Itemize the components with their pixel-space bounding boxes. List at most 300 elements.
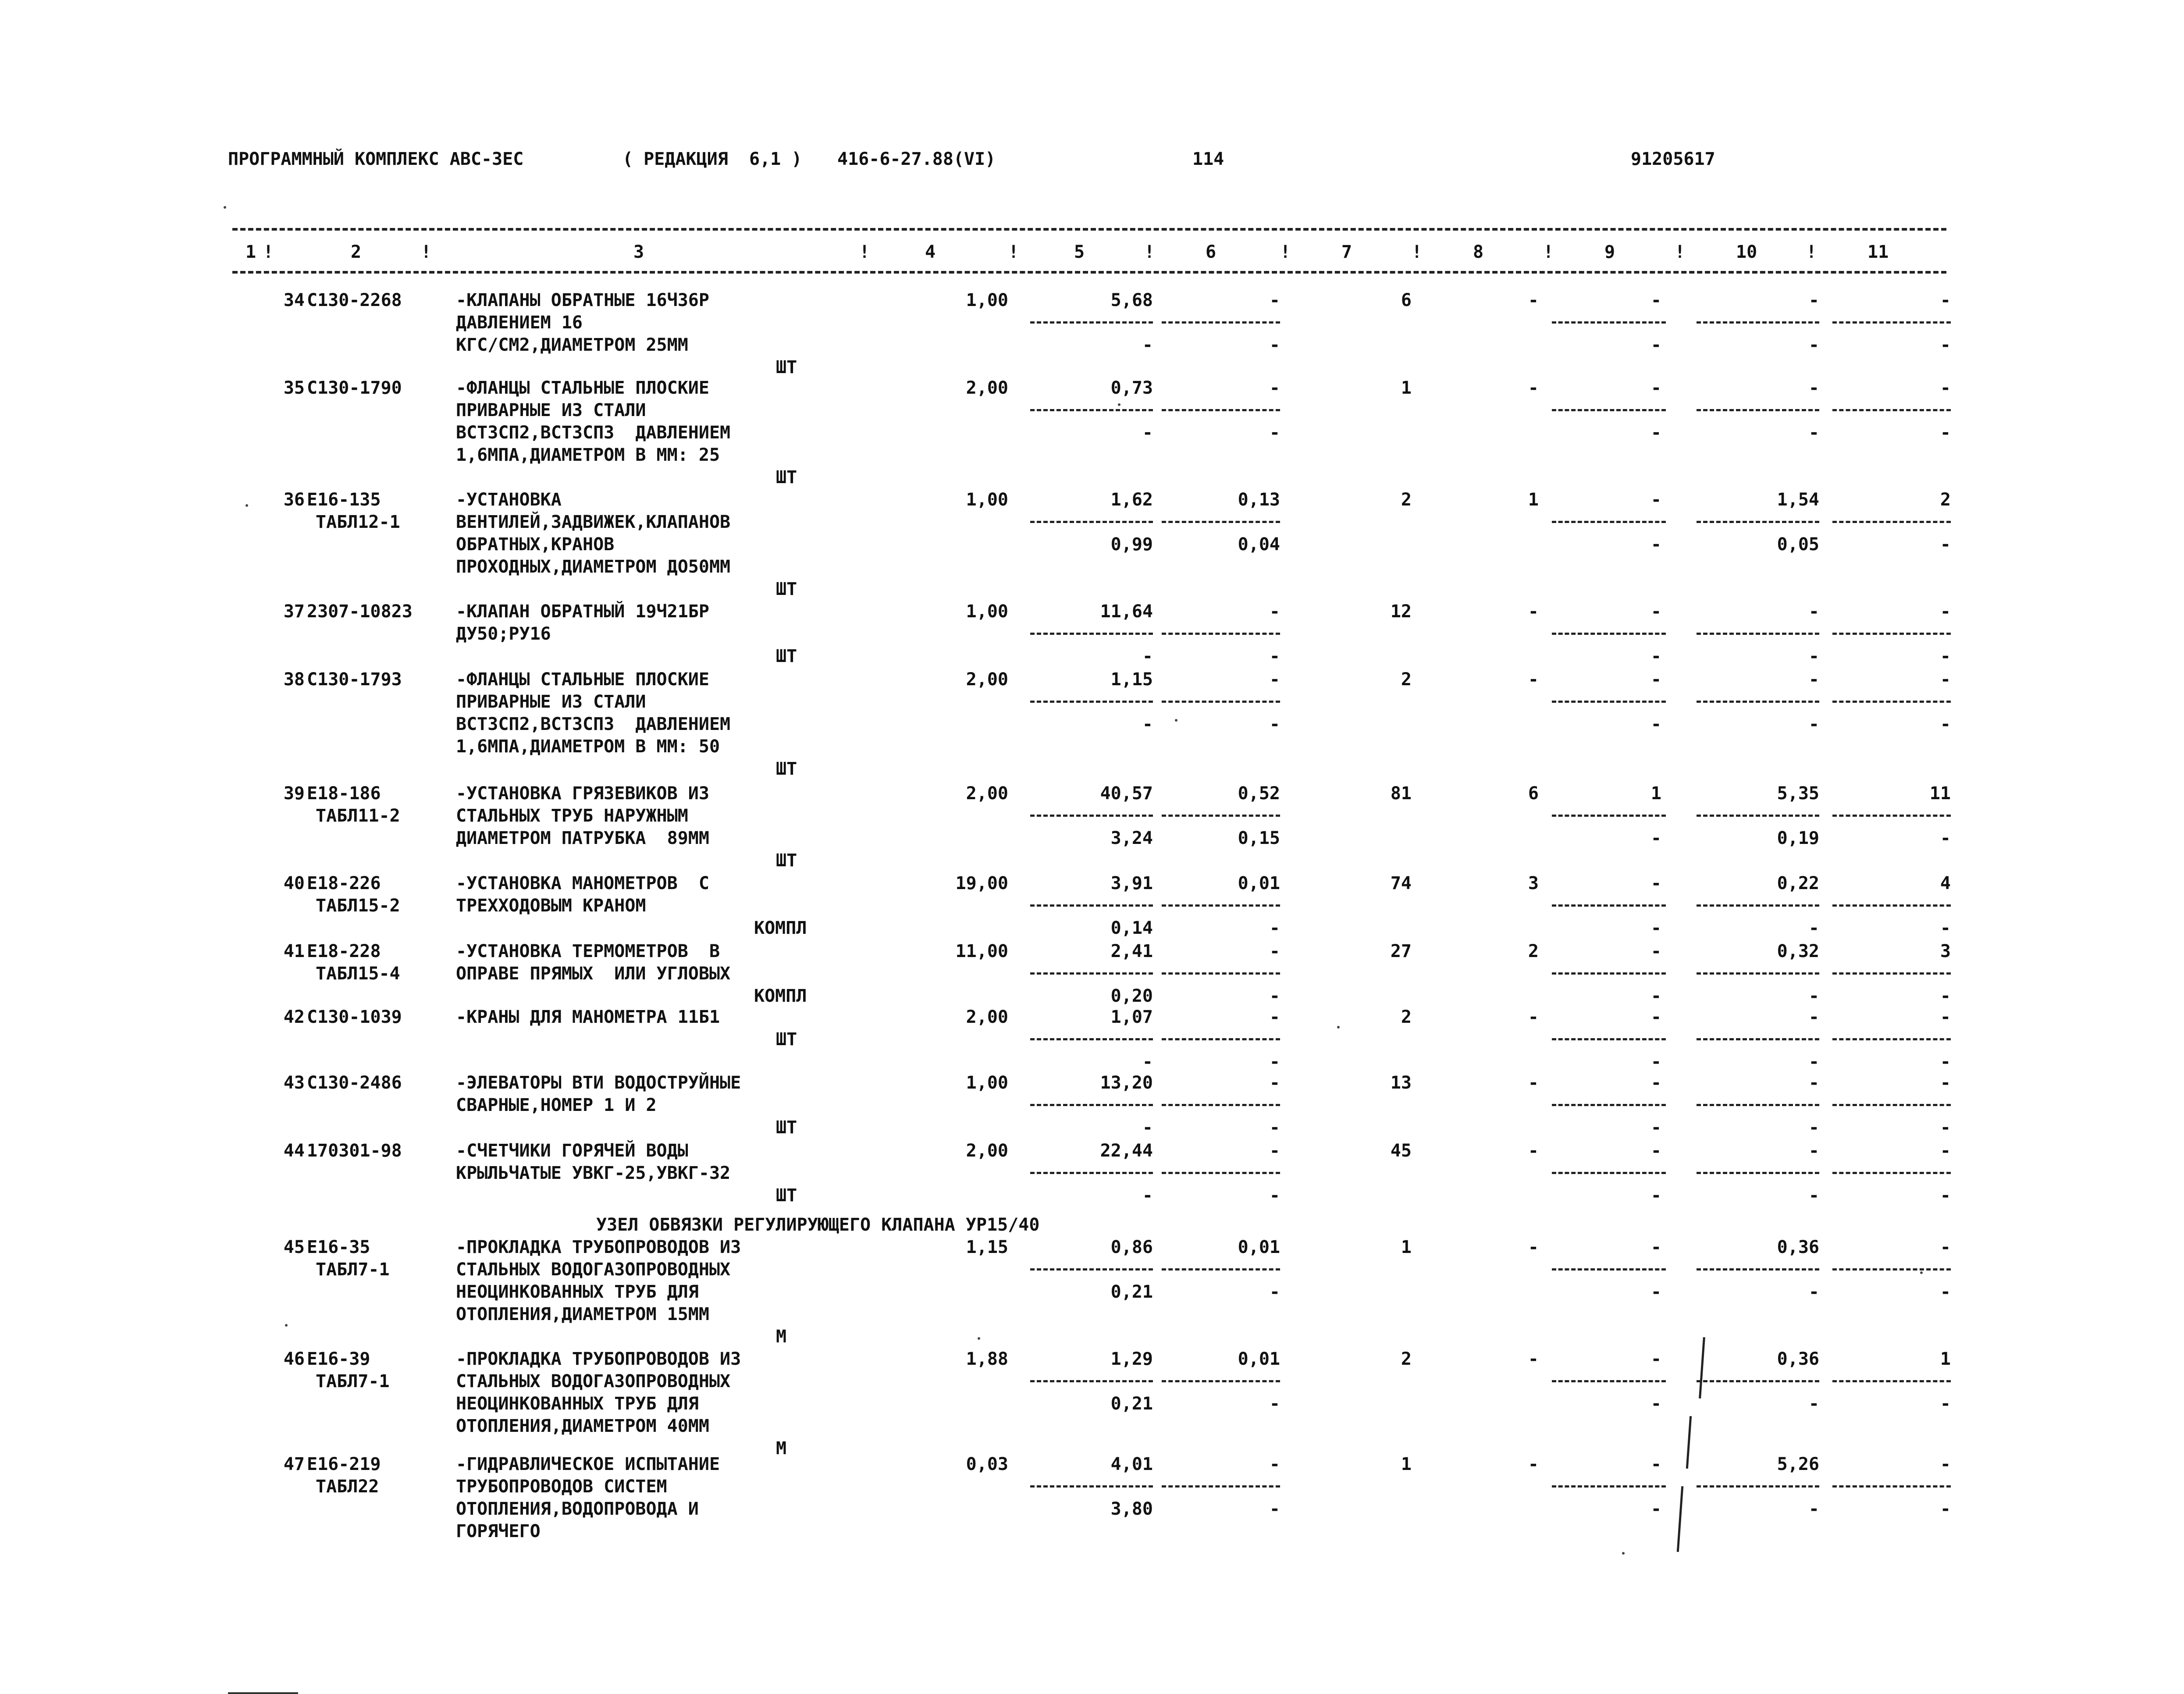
col9-value: -	[1650, 378, 1661, 398]
program-name: ПРОГРАММНЫЙ КОМПЛЕКС АВС-ЗЕС	[228, 149, 524, 169]
subtotal-rule	[1697, 409, 1819, 411]
col7-value: 12	[1390, 601, 1412, 622]
work-description: -ПРОКЛАДКА ТРУБОПРОВОДОВ ИЗ	[456, 1349, 741, 1369]
col11-value: 1	[1940, 1349, 1951, 1369]
subtotal-rule	[1030, 1380, 1153, 1382]
col8-value: -	[1528, 1141, 1539, 1161]
subtotal-rule	[1162, 815, 1280, 817]
unit-of-measure: ШТ	[776, 579, 797, 599]
col6-subvalue: -	[1269, 1282, 1280, 1302]
col11-value: 2	[1940, 490, 1951, 510]
col11-value: -	[1940, 1237, 1951, 1257]
column-number-row: 1 ! 2 ! 3 ! 4 ! 5 ! 6 ! 7 ! 8 ! 9 ! 10 ! 11	[0, 241, 2184, 267]
col11-value: -	[1940, 378, 1951, 398]
norm-code: ТАБЛ15-4	[316, 964, 400, 984]
col9-value: -	[1650, 1454, 1661, 1474]
subtotal-rule	[1697, 815, 1819, 817]
work-description: -УСТАНОВКА	[456, 490, 562, 510]
col6-subvalue: -	[1269, 646, 1280, 666]
subtotal-rule	[1697, 1380, 1819, 1382]
col10-value: 1,54	[1777, 490, 1819, 510]
subtotal-rule	[1832, 1104, 1951, 1106]
col10-value: -	[1808, 1007, 1819, 1027]
document-number: 91205617	[1631, 149, 1715, 169]
col10-subvalue: -	[1808, 918, 1819, 938]
edge-mark	[228, 1692, 298, 1694]
col6-subvalue: -	[1269, 986, 1280, 1006]
subtotal-rule	[1832, 904, 1951, 907]
col7-value: 2	[1401, 490, 1412, 510]
section-heading: УЗЕЛ ОБВЯЗКИ РЕГУЛИРУЮЩЕГО КЛАПАНА УР15/40	[596, 1215, 1040, 1235]
work-description: ВСТ3СП2,ВСТ3СП3 ДАВЛЕНИЕМ	[456, 423, 731, 443]
subtotal-rule	[1162, 904, 1280, 907]
col5-value: 1,62	[1110, 490, 1153, 510]
table-top-rule	[232, 228, 1946, 231]
column-number: 7	[1341, 242, 1352, 262]
col10-subvalue: -	[1808, 1052, 1819, 1072]
col11-value: -	[1940, 290, 1951, 310]
col10-value: -	[1808, 1073, 1819, 1093]
row-number: 37	[283, 601, 305, 622]
column-number: 5	[1074, 242, 1085, 262]
work-description: ТРЕХХОДОВЫМ КРАНОМ	[456, 896, 646, 916]
row-number: 43	[283, 1073, 305, 1093]
col11-subvalue: -	[1940, 1117, 1951, 1138]
norm-code: С130-1039	[307, 1007, 402, 1027]
col7-value: 2	[1401, 669, 1412, 690]
col11-value: -	[1940, 1141, 1951, 1161]
work-description: ДАВЛЕНИЕМ 16	[456, 313, 583, 333]
row-number: 41	[283, 941, 305, 961]
col11-subvalue: -	[1940, 986, 1951, 1006]
col5-value: 1,15	[1110, 669, 1153, 690]
col11-subvalue: -	[1940, 1052, 1951, 1072]
col11-subvalue: -	[1940, 918, 1951, 938]
column-number: 10	[1736, 242, 1757, 262]
col10-subvalue: -	[1808, 986, 1819, 1006]
col5-value: 2,41	[1110, 941, 1153, 961]
subtotal-rule	[1832, 321, 1951, 324]
col10-value: 0,36	[1777, 1237, 1819, 1257]
work-description: ДУ50;РУ16	[456, 624, 551, 644]
col8-value: -	[1528, 1073, 1539, 1093]
col11-subvalue: -	[1940, 1394, 1951, 1414]
subtotal-rule	[1030, 1038, 1153, 1040]
work-description: ГОРЯЧЕГО	[456, 1521, 541, 1541]
subtotal-rule	[1552, 701, 1666, 703]
work-description: ОТОПЛЕНИЯ,ДИАМЕТРОМ 40ММ	[456, 1416, 709, 1436]
subtotal-rule	[1552, 1172, 1666, 1174]
work-description: КРЫЛЬЧАТЫЕ УВКГ-25,УВКГ-32	[456, 1163, 731, 1183]
col6-value: 0,52	[1238, 783, 1280, 804]
col11-value: 4	[1940, 873, 1951, 893]
subtotal-rule	[1552, 1485, 1666, 1488]
scan-speck	[978, 1337, 980, 1340]
column-number: 3	[633, 242, 644, 262]
col9-value: -	[1650, 941, 1661, 961]
work-description: КГС/СМ2,ДИАМЕТРОМ 25ММ	[456, 335, 688, 355]
quantity: 1,15	[966, 1237, 1008, 1257]
col5-value: 4,01	[1110, 1454, 1153, 1474]
page-header	[228, 148, 1981, 174]
col5-subvalue: -	[1142, 714, 1153, 734]
col6-value: -	[1269, 290, 1280, 310]
norm-code: С130-2268	[307, 290, 402, 310]
col8-value: -	[1528, 669, 1539, 690]
subtotal-rule	[1697, 1172, 1819, 1174]
norm-code: С130-1793	[307, 669, 402, 690]
quantity: 2,00	[966, 783, 1008, 804]
col7-value: 2	[1401, 1349, 1412, 1369]
quantity: 1,00	[966, 1073, 1008, 1093]
unit-of-measure: М	[776, 1438, 787, 1459]
row-number: 46	[283, 1349, 305, 1369]
row-number: 34	[283, 290, 305, 310]
col5-subvalue: -	[1142, 646, 1153, 666]
row-number: 36	[283, 490, 305, 510]
col5-value: 40,57	[1100, 783, 1153, 804]
work-description: НЕОЦИНКОВАННЫХ ТРУБ ДЛЯ	[456, 1282, 699, 1302]
col7-value: 81	[1390, 783, 1412, 804]
norm-code: Е16-135	[307, 490, 381, 510]
subtotal-rule	[1162, 1380, 1280, 1382]
col8-value: -	[1528, 290, 1539, 310]
col10-value: -	[1808, 669, 1819, 690]
work-description: ВСТ3СП2,ВСТ3СП3 ДАВЛЕНИЕМ	[456, 714, 731, 734]
col9-value: -	[1650, 1073, 1661, 1093]
col9-subvalue: -	[1650, 646, 1661, 666]
col7-value: 13	[1390, 1073, 1412, 1093]
col9-subvalue: -	[1650, 1117, 1661, 1138]
col11-value: 3	[1940, 941, 1951, 961]
col9-subvalue: -	[1650, 1499, 1661, 1519]
col10-value: -	[1808, 378, 1819, 398]
column-number: 11	[1867, 242, 1889, 262]
scan-speck	[224, 206, 226, 209]
subtotal-rule	[1832, 1172, 1951, 1174]
col9-value: -	[1650, 873, 1661, 893]
row-number: 44	[283, 1141, 305, 1161]
work-description: ТРУБОПРОВОДОВ СИСТЕМ	[456, 1477, 667, 1497]
norm-code: ТАБЛ7-1	[316, 1371, 390, 1392]
quantity: 2,00	[966, 669, 1008, 690]
col11-subvalue: -	[1940, 1499, 1951, 1519]
subtotal-rule	[1030, 409, 1153, 411]
col9-subvalue: -	[1650, 1282, 1661, 1302]
unit-of-measure: ШТ	[776, 759, 797, 779]
work-description: -ФЛАНЦЫ СТАЛЬНЫЕ ПЛОСКИЕ	[456, 378, 709, 398]
subtotal-rule	[1552, 1038, 1666, 1040]
col8-value: -	[1528, 1454, 1539, 1474]
col10-subvalue: -	[1808, 1185, 1819, 1206]
col6-value: -	[1269, 1007, 1280, 1027]
unit-of-measure: ШТ	[776, 1117, 797, 1138]
subtotal-rule	[1832, 521, 1951, 523]
row-number: 40	[283, 873, 305, 893]
col5-subvalue: -	[1142, 1117, 1153, 1138]
col5-value: 3,91	[1110, 873, 1153, 893]
norm-code: ТАБЛ12-1	[316, 512, 400, 532]
subtotal-rule	[1832, 1380, 1951, 1382]
col7-value: 1	[1401, 1454, 1412, 1474]
col11-value: -	[1940, 1073, 1951, 1093]
col9-value: -	[1650, 1237, 1661, 1257]
subtotal-rule	[1162, 633, 1280, 635]
col10-subvalue: -	[1808, 714, 1819, 734]
quantity: 1,88	[966, 1349, 1008, 1369]
col5-subvalue: -	[1142, 335, 1153, 355]
col11-value: 11	[1929, 783, 1951, 804]
unit-of-measure: ШТ	[776, 1029, 797, 1050]
col8-value: -	[1528, 1007, 1539, 1027]
col5-value: 0,73	[1110, 378, 1153, 398]
col7-value: 45	[1390, 1141, 1412, 1161]
work-description: -УСТАНОВКА ТЕРМОМЕТРОВ В	[456, 941, 720, 961]
work-description: -КЛАПАН ОБРАТНЫЙ 19Ч21БР	[456, 601, 709, 622]
col6-subvalue: -	[1269, 1185, 1280, 1206]
work-description: ПРОХОДНЫХ,ДИАМЕТРОМ ДО50ММ	[456, 557, 731, 577]
col6-value: -	[1269, 1454, 1280, 1474]
col5-value: 13,20	[1100, 1073, 1153, 1093]
col7-value: 6	[1401, 290, 1412, 310]
subtotal-rule	[1697, 904, 1819, 907]
col10-value: 0,22	[1777, 873, 1819, 893]
work-description: ДИАМЕТРОМ ПАТРУБКА 89ММ	[456, 828, 709, 848]
norm-code: С130-1790	[307, 378, 402, 398]
subtotal-rule	[1697, 1485, 1819, 1488]
col9-subvalue: -	[1650, 986, 1661, 1006]
col5-subvalue: -	[1142, 1052, 1153, 1072]
scan-speck	[1920, 1271, 1923, 1274]
col10-value: -	[1808, 290, 1819, 310]
col6-value: -	[1269, 669, 1280, 690]
scan-speck	[1337, 1026, 1340, 1028]
subtotal-rule	[1552, 1380, 1666, 1382]
scan-speck	[1118, 403, 1120, 406]
col5-subvalue: 0,21	[1110, 1282, 1153, 1302]
col10-subvalue: -	[1808, 423, 1819, 443]
col11-subvalue: -	[1940, 534, 1951, 555]
work-description: -ГИДРАВЛИЧЕСКОЕ ИСПЫТАНИЕ	[456, 1454, 720, 1474]
subtotal-rule	[1030, 321, 1153, 324]
pen-mark	[1686, 1416, 1692, 1469]
col10-value: -	[1808, 601, 1819, 622]
col6-subvalue: -	[1269, 714, 1280, 734]
col11-value: -	[1940, 1454, 1951, 1474]
col5-subvalue: -	[1142, 423, 1153, 443]
subtotal-rule	[1832, 701, 1951, 703]
work-description: ПРИВАРНЫЕ ИЗ СТАЛИ	[456, 692, 646, 712]
document-code: 416-6-27.88(VI)	[837, 149, 996, 169]
col8-value: -	[1528, 1349, 1539, 1369]
subtotal-rule	[1030, 815, 1153, 817]
work-description: ВЕНТИЛЕЙ,ЗАДВИЖЕК,КЛАПАНОВ	[456, 512, 731, 532]
col10-subvalue: -	[1808, 335, 1819, 355]
norm-code: ТАБЛ11-2	[316, 806, 400, 826]
scan-speck	[1175, 719, 1177, 722]
subtotal-rule	[1697, 1038, 1819, 1040]
norm-code: Е18-228	[307, 941, 381, 961]
subtotal-rule	[1832, 815, 1951, 817]
col6-value: -	[1269, 601, 1280, 622]
col10-subvalue: -	[1808, 1282, 1819, 1302]
col5-subvalue: 0,99	[1110, 534, 1153, 555]
col9-value: -	[1650, 1141, 1661, 1161]
work-description: -УСТАНОВКА ГРЯЗЕВИКОВ ИЗ	[456, 783, 709, 804]
col5-subvalue: 0,14	[1110, 918, 1153, 938]
col8-value: -	[1528, 1237, 1539, 1257]
subtotal-rule	[1697, 321, 1819, 324]
norm-code: Е18-226	[307, 873, 381, 893]
col6-value: 0,01	[1238, 873, 1280, 893]
col11-subvalue: -	[1940, 423, 1951, 443]
col5-subvalue: 3,80	[1110, 1499, 1153, 1519]
col7-value: 1	[1401, 1237, 1412, 1257]
work-description: СТАЛЬНЫХ ТРУБ НАРУЖНЫМ	[456, 806, 688, 826]
subtotal-rule	[1552, 633, 1666, 635]
work-description: -УСТАНОВКА МАНОМЕТРОВ С	[456, 873, 709, 893]
col6-subvalue: -	[1269, 423, 1280, 443]
subtotal-rule	[1832, 1268, 1951, 1270]
col6-subvalue: -	[1269, 918, 1280, 938]
col6-subvalue: -	[1269, 335, 1280, 355]
subtotal-rule	[1030, 521, 1153, 523]
col11-subvalue: -	[1940, 714, 1951, 734]
work-description: ОБРАТНЫХ,КРАНОВ	[456, 534, 615, 555]
quantity: 1,00	[966, 490, 1008, 510]
col7-value: 1	[1401, 378, 1412, 398]
col11-subvalue: -	[1940, 1185, 1951, 1206]
subtotal-rule	[1030, 1485, 1153, 1488]
pen-mark	[1677, 1486, 1683, 1552]
col6-value: -	[1269, 378, 1280, 398]
col6-subvalue: -	[1269, 1052, 1280, 1072]
norm-code: Е16-39	[307, 1349, 370, 1369]
col10-value: 0,36	[1777, 1349, 1819, 1369]
work-description: ОПРАВЕ ПРЯМЫХ ИЛИ УГЛОВЫХ	[456, 964, 731, 984]
col10-value: 5,26	[1777, 1454, 1819, 1474]
subtotal-rule	[1162, 1038, 1280, 1040]
norm-code: ТАБЛ15-2	[316, 896, 400, 916]
subtotal-rule	[1697, 972, 1819, 975]
col8-value: 1	[1528, 490, 1539, 510]
col9-value: -	[1650, 601, 1661, 622]
col11-subvalue: -	[1940, 1282, 1951, 1302]
row-number: 35	[283, 378, 305, 398]
pen-mark	[1699, 1337, 1705, 1399]
col10-value: 5,35	[1777, 783, 1819, 804]
col5-subvalue: 0,20	[1110, 986, 1153, 1006]
subtotal-rule	[1030, 972, 1153, 975]
subtotal-rule	[1832, 972, 1951, 975]
col8-value: 3	[1528, 873, 1539, 893]
col6-value: -	[1269, 1141, 1280, 1161]
work-description: -ПРОКЛАДКА ТРУБОПРОВОДОВ ИЗ	[456, 1237, 741, 1257]
work-description: ОТОПЛЕНИЯ,ДИАМЕТРОМ 15ММ	[456, 1304, 709, 1324]
col10-subvalue: 0,19	[1777, 828, 1819, 848]
quantity: 1,00	[966, 290, 1008, 310]
col6-subvalue: 0,04	[1238, 534, 1280, 555]
edition: ( РЕДАКЦИЯ 6,1 )	[622, 149, 802, 169]
unit-of-measure: ШТ	[776, 467, 797, 488]
row-number: 38	[283, 669, 305, 690]
subtotal-rule	[1552, 972, 1666, 975]
subtotal-rule	[1552, 1104, 1666, 1106]
col10-subvalue: 0,05	[1777, 534, 1819, 555]
page-number: 114	[1192, 149, 1224, 169]
table-header-rule	[232, 271, 1946, 274]
subtotal-rule	[1832, 633, 1951, 635]
norm-code: Е16-35	[307, 1237, 370, 1257]
col9-subvalue: -	[1650, 828, 1661, 848]
row-number: 39	[283, 783, 305, 804]
scan-speck	[245, 504, 248, 507]
col6-subvalue: -	[1269, 1117, 1280, 1138]
quantity: 0,03	[966, 1454, 1008, 1474]
quantity: 11,00	[955, 941, 1008, 961]
column-number: 4	[925, 242, 936, 262]
work-description: ПРИВАРНЫЕ ИЗ СТАЛИ	[456, 400, 646, 420]
subtotal-rule	[1832, 409, 1951, 411]
subtotal-rule	[1552, 904, 1666, 907]
col9-value: -	[1650, 669, 1661, 690]
col11-subvalue: -	[1940, 335, 1951, 355]
norm-code: 170301-98	[307, 1141, 402, 1161]
col9-value: -	[1650, 1007, 1661, 1027]
subtotal-rule	[1552, 321, 1666, 324]
col9-subvalue: -	[1650, 335, 1661, 355]
col11-value: -	[1940, 669, 1951, 690]
subtotal-rule	[1552, 409, 1666, 411]
col6-value: 0,01	[1238, 1237, 1280, 1257]
column-number: 6	[1206, 242, 1216, 262]
col8-value: -	[1528, 378, 1539, 398]
work-description: 1,6МПА,ДИАМЕТРОМ В ММ: 50	[456, 737, 720, 757]
col8-value: 6	[1528, 783, 1539, 804]
col5-subvalue: 0,21	[1110, 1394, 1153, 1414]
subtotal-rule	[1832, 1038, 1951, 1040]
col9-subvalue: -	[1650, 918, 1661, 938]
subtotal-rule	[1697, 1104, 1819, 1106]
unit-of-measure: КОМПЛ	[754, 986, 807, 1006]
subtotal-rule	[1162, 972, 1280, 975]
norm-code: ТАБЛ22	[316, 1477, 379, 1497]
subtotal-rule	[1162, 1104, 1280, 1106]
unit-of-measure: ШТ	[776, 646, 797, 666]
col9-subvalue: -	[1650, 1394, 1661, 1414]
row-number: 47	[283, 1454, 305, 1474]
unit-of-measure: КОМПЛ	[754, 918, 807, 938]
work-description: -КЛАПАНЫ ОБРАТНЫЕ 16Ч36Р	[456, 290, 709, 310]
subtotal-rule	[1030, 904, 1153, 907]
work-description: -ФЛАНЦЫ СТАЛЬНЫЕ ПЛОСКИЕ	[456, 669, 709, 690]
col9-subvalue: -	[1650, 1052, 1661, 1072]
subtotal-rule	[1030, 1172, 1153, 1174]
norm-code: С130-2486	[307, 1073, 402, 1093]
col11-subvalue: -	[1940, 828, 1951, 848]
col10-subvalue: -	[1808, 646, 1819, 666]
col7-value: 27	[1390, 941, 1412, 961]
col10-subvalue: -	[1808, 1394, 1819, 1414]
subtotal-rule	[1697, 521, 1819, 523]
work-description: -ЭЛЕВАТОРЫ ВТИ ВОДОСТРУЙНЫЕ	[456, 1073, 741, 1093]
row-number: 42	[283, 1007, 305, 1027]
col10-value: -	[1808, 1141, 1819, 1161]
work-description: СВАРНЫЕ,НОМЕР 1 И 2	[456, 1095, 657, 1115]
col9-value: -	[1650, 290, 1661, 310]
subtotal-rule	[1697, 1268, 1819, 1270]
column-number: 2	[351, 242, 362, 262]
